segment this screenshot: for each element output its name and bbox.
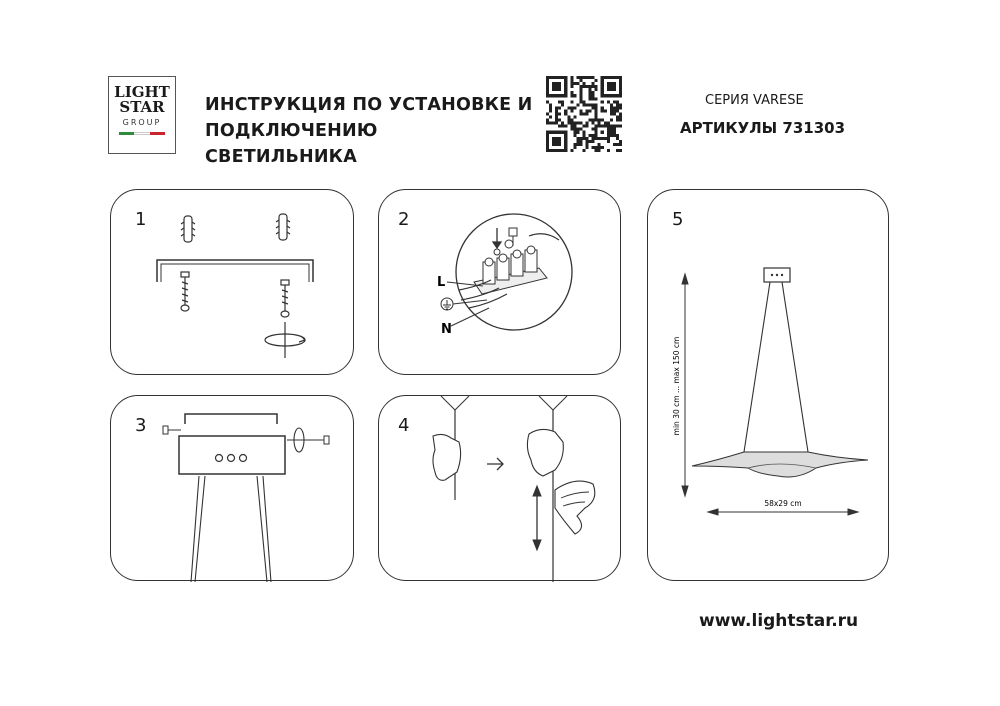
logo-text-star: STAR <box>119 98 165 116</box>
live-label: L <box>437 275 446 290</box>
flag-red <box>150 132 165 135</box>
screw-icon <box>181 272 189 311</box>
document-title <box>205 92 535 170</box>
lamp-shade-fragment <box>555 481 595 534</box>
wall-plug-icon <box>181 216 195 242</box>
article-numbers: АРТИКУЛЫ 731303 <box>680 119 846 137</box>
step-1-panel <box>110 189 354 375</box>
screw-icon <box>281 280 289 317</box>
screw-icon <box>163 426 181 434</box>
rotate-arrow-icon <box>287 428 311 452</box>
step-2-number: 2 <box>398 209 410 230</box>
screw-icon <box>311 436 329 444</box>
wall-plug-icon <box>276 214 290 240</box>
suspension-cables <box>191 476 271 582</box>
height-dimension-arrow <box>682 274 688 496</box>
step-3-number: 3 <box>135 415 147 436</box>
neutral-label: N <box>441 322 452 337</box>
step-3-illustration <box>111 396 355 582</box>
brand-logo <box>108 76 176 154</box>
step-1-number: 1 <box>135 209 147 230</box>
mounting-bracket <box>157 260 313 282</box>
vertical-adjust-arrow-icon <box>533 486 541 550</box>
title-line-2: ПОДКЛЮЧЕНИЮ СВЕТИЛЬНИКА <box>205 121 378 167</box>
step-1-illustration <box>111 190 355 376</box>
hand-icon <box>527 429 563 476</box>
step-5-number: 5 <box>672 209 684 230</box>
arrow-right-icon <box>487 458 503 470</box>
suspension-cables <box>744 282 808 452</box>
step-4-panel <box>378 395 621 581</box>
step-4-illustration <box>379 396 622 582</box>
qr-code[interactable] <box>546 76 622 152</box>
step-5-illustration <box>648 190 890 582</box>
flag-green <box>119 132 134 135</box>
italian-flag-stripe <box>119 132 165 135</box>
lamp-shade <box>692 452 868 477</box>
step-2-illustration <box>379 190 622 376</box>
website-link[interactable]: www.lightstar.ru <box>699 611 859 631</box>
ground-icon <box>441 298 453 310</box>
series-label: СЕРИЯ VARESE <box>705 93 804 108</box>
logo-text-group: GROUP <box>122 118 162 127</box>
step-3-panel <box>110 395 354 581</box>
height-dimension-label: min 30 cm ... max 150 cm <box>672 336 681 436</box>
mounting-bracket <box>185 414 277 424</box>
width-dimension-arrow <box>708 509 858 515</box>
step-2-panel <box>378 189 621 375</box>
logo-text-light: LIGHT <box>114 83 170 101</box>
flag-white <box>134 132 149 135</box>
hand-icon <box>433 434 461 480</box>
step-4-number: 4 <box>398 415 410 436</box>
width-dimension-label: 58x29 cm <box>764 499 802 508</box>
title-line-1: ИНСТРУКЦИЯ ПО УСТАНОВКЕ И <box>205 95 533 115</box>
rotate-arrow-icon <box>265 322 305 358</box>
step-5-panel <box>647 189 889 581</box>
